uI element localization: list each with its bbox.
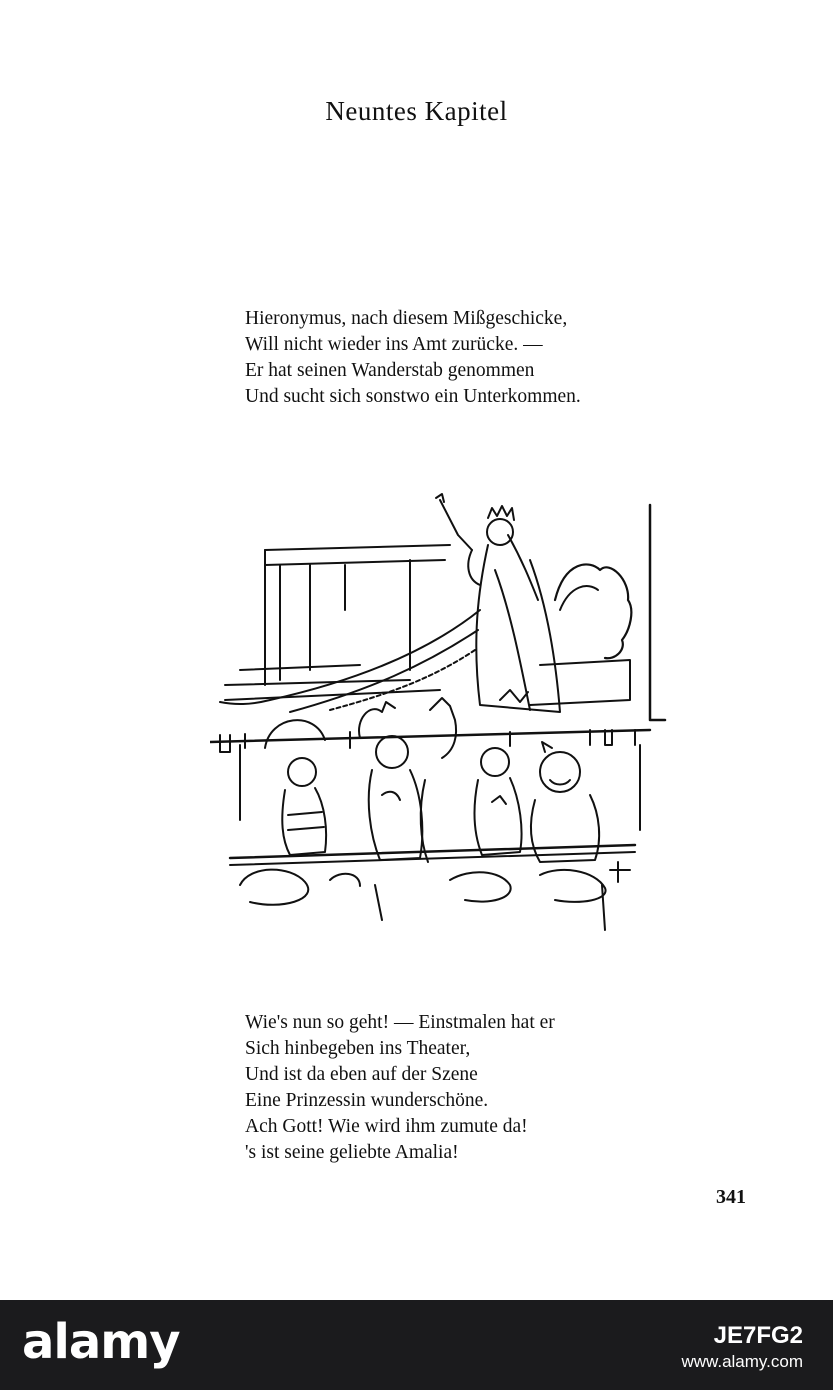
verse-line: Und ist da eben auf der Szene (245, 1064, 478, 1085)
watermark-footer (0, 1300, 833, 1390)
verse-line: Ach Gott! Wie wird ihm zumute da! (245, 1116, 528, 1137)
image-id: JE7FG2 (713, 1322, 803, 1349)
site-url: www.alamy.com (681, 1352, 803, 1371)
page-number: 341 (716, 1186, 746, 1208)
verse-line: Sich hinbegeben ins Theater, (245, 1038, 471, 1059)
brand-logo: alamy (22, 1314, 180, 1370)
verse-line: 's ist seine geliebte Amalia! (245, 1142, 459, 1163)
verse-line: Und sucht sich sonstwo ein Unterkommen. (245, 386, 581, 407)
verse-line: Er hat seinen Wanderstab genommen (245, 360, 535, 381)
theater-illustration (210, 490, 670, 940)
verse-line: Eine Prinzessin wunderschöne. (245, 1090, 489, 1111)
image-meta (681, 1322, 803, 1374)
chapter-title: Neuntes Kapitel (325, 96, 508, 126)
verse-line: Wie's nun so geht! — Einstmalen hat er (245, 1012, 555, 1033)
verse-line: Hieronymus, nach diesem Mißgeschicke, (245, 308, 568, 329)
stanza-1 (245, 306, 581, 410)
verse-line: Will nicht wieder ins Amt zurücke. — (245, 334, 543, 355)
stanza-2 (245, 1010, 555, 1166)
